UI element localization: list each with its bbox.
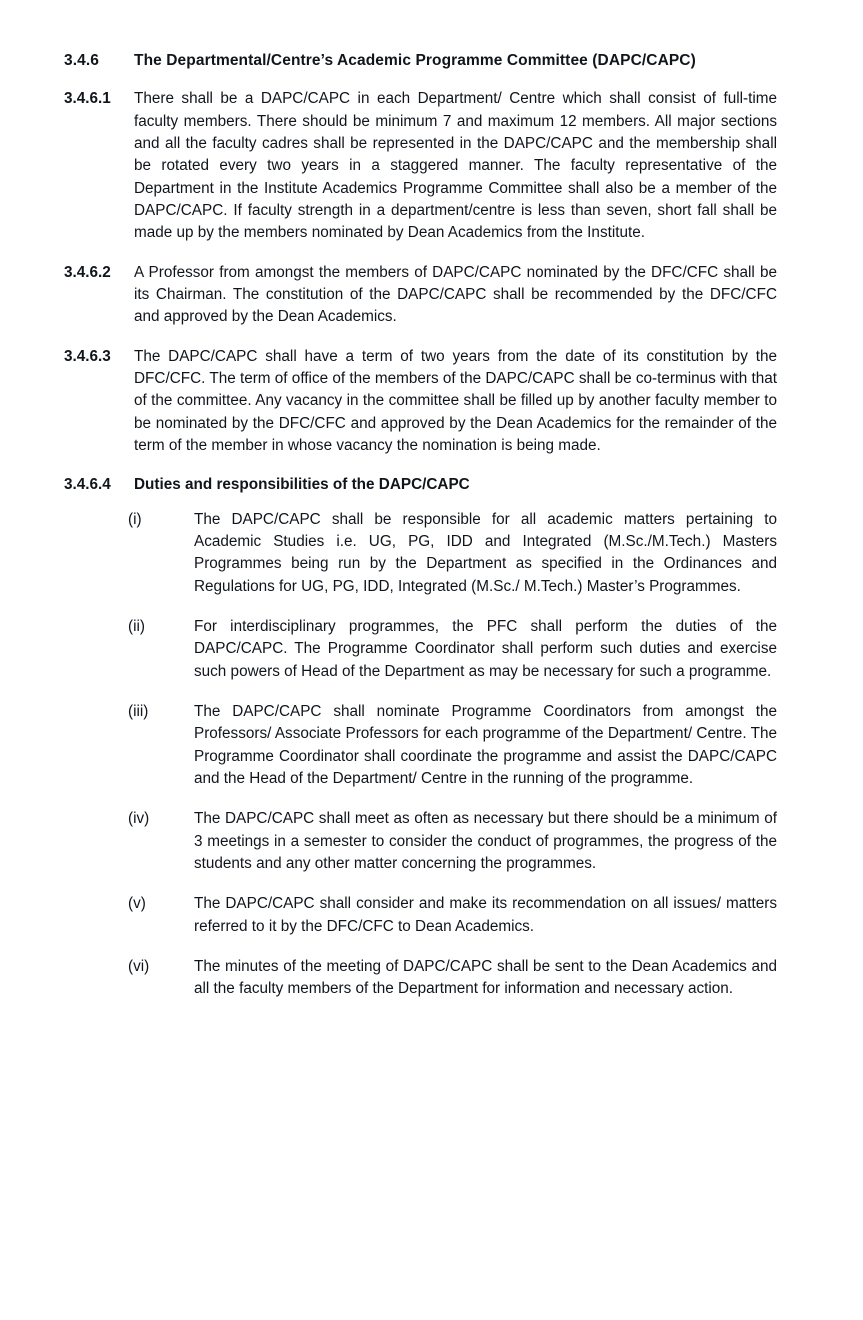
list-item-text: The DAPC/CAPC shall nominate Programme Coordinators from amongst the Professors/ Associate Professors for each programme of the Department/ Centre. The Programme Coordinator shall coordinate the programme and assist the DAPC/CAPC and the Head of the Department/ Centre in the running of the programme. bbox=[194, 702, 777, 787]
duties-list bbox=[64, 509, 777, 1001]
clause-number: 3.4.6.1 bbox=[64, 90, 111, 108]
clause-number: 3.4.6.3 bbox=[64, 347, 111, 365]
list-item bbox=[128, 616, 777, 683]
clause-3-4-6-4 bbox=[64, 474, 777, 496]
section-title: The Departmental/Centre’s Academic Programme Committee (DAPC/CAPC) bbox=[134, 52, 696, 69]
clause-text: A Professor from amongst the members of DAPC/CAPC nominated by the DFC/CFC shall be its Chairman. The constitution of the DAPC/CAPC shall be recommended by the DFC/CFC and approved by the Dean Academics. bbox=[134, 263, 777, 326]
list-item-marker: (iv) bbox=[128, 810, 150, 828]
clause-3-4-6-2 bbox=[64, 262, 777, 329]
list-item bbox=[128, 701, 777, 790]
clause-3-4-6-1 bbox=[64, 88, 777, 244]
list-item-text: The minutes of the meeting of DAPC/CAPC shall be sent to the Dean Academics and all the faculty members of the Department for information and necessary action. bbox=[194, 957, 777, 998]
list-item bbox=[128, 956, 777, 1001]
list-item bbox=[128, 509, 777, 598]
list-item bbox=[128, 893, 777, 938]
list-item-text: The DAPC/CAPC shall meet as often as necessary but there should be a minimum of 3 meetings in a semester to consider the conduct of programmes, the progress of the students and any other matter concerning the programmes. bbox=[194, 810, 777, 872]
list-item-text: For interdisciplinary programmes, the PFC shall perform the duties of the DAPC/CAPC. The Programme Coordinator shall perform such duties and exercise such powers of Head of the Department as may be necessary for such a programme. bbox=[194, 617, 777, 680]
list-item-marker: (vi) bbox=[128, 957, 150, 975]
clause-text: There shall be a DAPC/CAPC in each Department/ Centre which shall consist of full-time faculty members. There should be minimum 7 and maximum 12 members. All major sections and all the faculty cadres shall be represented in the DAPC/CAPC and the membership shall be rotated every two years in a staggered manner. The faculty representative of the Department in the Institute Academics Programme Committee shall also be a member of the DAPC/CAPC. If faculty strength in a department/centre is less than seven, short fall shall be made up by the members nominated by Dean Academics from the Institute. bbox=[134, 90, 777, 242]
list-item-marker: (v) bbox=[128, 895, 146, 913]
clause-number: 3.4.6.2 bbox=[64, 263, 111, 281]
list-item-text: The DAPC/CAPC shall consider and make its recommendation on all issues/ matters referred to it by the DFC/CFC to Dean Academics. bbox=[194, 895, 777, 935]
section-number: 3.4.6 bbox=[64, 52, 99, 69]
list-item-marker: (i) bbox=[128, 510, 142, 528]
list-item-marker: (iii) bbox=[128, 702, 149, 720]
section-heading bbox=[64, 50, 777, 71]
clause-3-4-6-3 bbox=[64, 346, 777, 458]
clause-text: Duties and responsibilities of the DAPC/CAPC bbox=[134, 476, 470, 494]
list-item bbox=[128, 808, 777, 875]
list-item-marker: (ii) bbox=[128, 617, 145, 635]
clause-number: 3.4.6.4 bbox=[64, 476, 111, 494]
clause-text: The DAPC/CAPC shall have a term of two years from the date of its constitution by the DFC/CFC. The term of office of the members of the DAPC/CAPC shall be co-terminus with that of the committee. Any vacancy in the committee shall be filled up by another faculty member to be nominated by the DFC/CFC and approved by the Dean Academics for the remainder of the term of the member in whose vacancy the nomination is being made. bbox=[134, 347, 777, 454]
list-item-text: The DAPC/CAPC shall be responsible for all academic matters pertaining to Academic Studies i.e. UG, PG, IDD and Integrated (M.Sc./M.Tech.) Masters Programmes being run by the Department as specified in the Ordinances and Regulations for UG, PG, IDD, Integrated (M.Sc./ M.Tech.) Master’s Programmes. bbox=[194, 510, 777, 595]
